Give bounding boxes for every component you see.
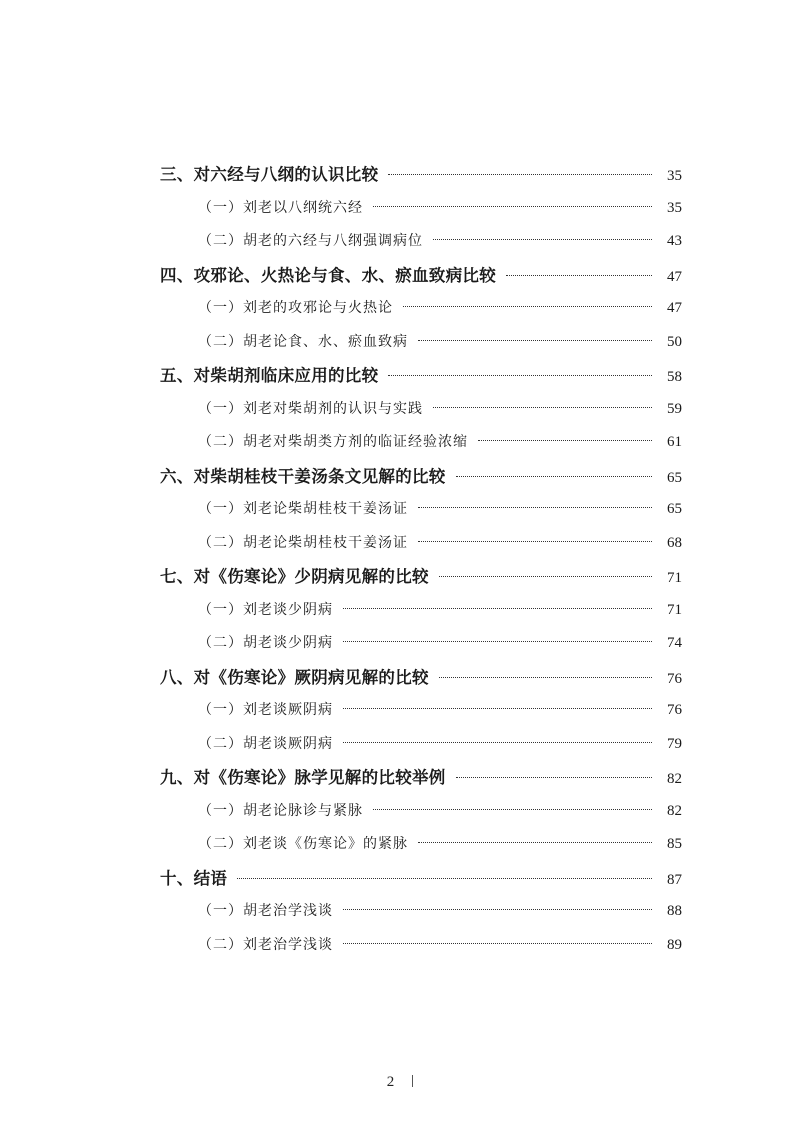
footer-separator (412, 1075, 413, 1087)
toc-entry-title: 九、对《伤寒论》脉学见解的比较举例 (160, 768, 446, 787)
page-number: 2 (386, 1074, 395, 1090)
toc-dot-leader (478, 440, 652, 441)
toc-entry-page-number: 43 (667, 233, 682, 249)
toc-dot-leader (343, 608, 652, 609)
toc-section-entry[interactable] (160, 225, 682, 259)
toc-dot-leader (456, 777, 652, 778)
toc-section-entry[interactable] (160, 694, 682, 728)
toc-section-entry[interactable] (160, 326, 682, 360)
toc-entry-page-number: 65 (667, 469, 682, 486)
toc-entry-title: 七、对《伤寒论》少阴病见解的比较 (160, 567, 429, 586)
toc-entry-page-number: 50 (667, 333, 682, 350)
toc-chapter-entry[interactable] (160, 661, 682, 695)
toc-entry-page-number: 61 (667, 434, 682, 450)
toc-dot-leader (418, 541, 652, 542)
toc-entry-title: （一）刘老谈厥阴病 (198, 702, 333, 718)
toc-entry-title: （一）胡老论脉诊与紧脉 (198, 802, 363, 819)
toc-dot-leader (418, 507, 652, 508)
toc-entry-page-number: 82 (667, 771, 682, 787)
toc-section-entry[interactable] (160, 527, 682, 561)
toc-entry-page-number: 74 (667, 635, 682, 651)
toc-entry-title: （一）胡老治学浅谈 (198, 903, 333, 919)
toc-entry-title: （一）刘老以八纲统六经 (198, 199, 363, 216)
toc-section-entry[interactable] (160, 192, 682, 226)
toc-entry-page-number: 76 (667, 670, 682, 687)
toc-dot-leader (433, 239, 652, 240)
toc-entry-page-number: 87 (667, 871, 682, 888)
toc-entry-page-number: 47 (667, 268, 682, 285)
toc-entry-title: （二）胡老谈厥阴病 (198, 735, 333, 752)
toc-dot-leader (373, 809, 652, 810)
toc-section-entry[interactable] (160, 728, 682, 762)
toc-dot-leader (388, 174, 652, 175)
toc-chapter-entry[interactable] (160, 158, 682, 192)
toc-dot-leader (343, 943, 652, 944)
toc-dot-leader (418, 842, 652, 843)
toc-entry-title: （二）胡老论柴胡桂枝干姜汤证 (198, 534, 408, 551)
toc-entry-title: （二）胡老的六经与八纲强调病位 (198, 233, 423, 249)
toc-dot-leader (388, 375, 652, 376)
toc-dot-leader (418, 340, 652, 341)
toc-entry-page-number: 47 (667, 300, 682, 316)
toc-entry-title: 六、对柴胡桂枝干姜汤条文见解的比较 (160, 466, 446, 486)
toc-dot-leader (456, 476, 652, 477)
toc-dot-leader (237, 878, 652, 879)
toc-section-entry[interactable] (160, 929, 682, 963)
toc-dot-leader (433, 407, 652, 408)
toc-chapter-entry[interactable] (160, 460, 682, 494)
toc-dot-leader (343, 641, 652, 642)
toc-entry-page-number: 35 (667, 199, 682, 216)
toc-entry-title: （一）刘老对柴胡剂的认识与实践 (198, 400, 423, 417)
toc-entry-page-number: 88 (667, 903, 682, 919)
toc-entry-page-number: 58 (667, 369, 682, 385)
toc-entry-title: 四、攻邪论、火热论与食、水、瘀血致病比较 (160, 265, 496, 285)
toc-section-entry[interactable] (160, 627, 682, 661)
toc-entry-title: （一）刘老的攻邪论与火热论 (198, 300, 393, 316)
toc-entry-title: （二）胡老论食、水、瘀血致病 (198, 333, 408, 350)
toc-dot-leader (373, 206, 652, 207)
toc-section-entry[interactable] (160, 795, 682, 829)
toc-entry-page-number: 82 (667, 802, 682, 819)
toc-section-entry[interactable] (160, 594, 682, 628)
toc-entry-page-number: 71 (667, 601, 682, 618)
toc-entry-title: （二）胡老谈少阴病 (198, 635, 333, 651)
toc-entry-title: 三、对六经与八纲的认识比较 (160, 165, 379, 184)
toc-entry-title: （二）胡老对柴胡类方剂的临证经验浓缩 (198, 434, 468, 450)
toc-section-entry[interactable] (160, 493, 682, 527)
toc-entry-page-number: 68 (667, 534, 682, 551)
toc-chapter-entry[interactable] (160, 359, 682, 393)
toc-entry-page-number: 59 (667, 400, 682, 417)
toc-entry-page-number: 65 (667, 501, 682, 517)
toc-dot-leader (439, 677, 652, 678)
toc-entry-page-number: 76 (667, 702, 682, 718)
toc-dot-leader (506, 275, 652, 276)
toc-chapter-entry[interactable] (160, 259, 682, 293)
page-footer (0, 1074, 800, 1091)
toc-entry-page-number: 89 (667, 936, 682, 953)
table-of-contents (160, 158, 682, 962)
toc-dot-leader (343, 708, 652, 709)
toc-chapter-entry[interactable] (160, 560, 682, 594)
toc-dot-leader (343, 909, 652, 910)
toc-entry-title: （一）刘老谈少阴病 (198, 601, 333, 618)
toc-entry-title: （二）刘老治学浅谈 (198, 936, 333, 953)
toc-entry-title: （二）刘老谈《伤寒论》的紧脉 (198, 836, 408, 852)
toc-entry-page-number: 85 (667, 836, 682, 852)
toc-section-entry[interactable] (160, 393, 682, 427)
toc-entry-page-number: 35 (667, 168, 682, 184)
toc-dot-leader (439, 576, 652, 577)
toc-section-entry[interactable] (160, 292, 682, 326)
toc-section-entry[interactable] (160, 895, 682, 929)
toc-entry-title: 五、对柴胡剂临床应用的比较 (160, 366, 379, 385)
toc-section-entry[interactable] (160, 828, 682, 862)
toc-chapter-entry[interactable] (160, 761, 682, 795)
toc-section-entry[interactable] (160, 426, 682, 460)
toc-entry-title: 八、对《伤寒论》厥阴病见解的比较 (160, 667, 429, 687)
toc-dot-leader (403, 306, 652, 307)
toc-chapter-entry[interactable] (160, 862, 682, 896)
toc-dot-leader (343, 742, 652, 743)
toc-entry-title: （一）刘老论柴胡桂枝干姜汤证 (198, 501, 408, 517)
toc-entry-title: 十、结语 (160, 868, 228, 888)
toc-entry-page-number: 79 (667, 735, 682, 752)
toc-entry-page-number: 71 (667, 570, 682, 586)
